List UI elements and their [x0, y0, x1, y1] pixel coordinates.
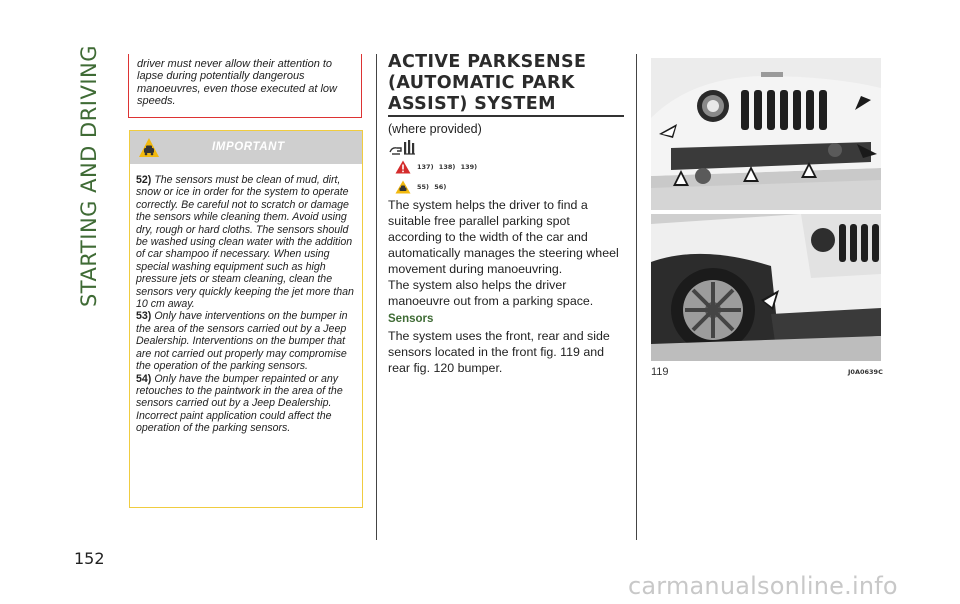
section-tab-label: STARTING AND DRIVING: [77, 44, 101, 308]
important-refs-row: [395, 180, 446, 194]
car-caution-icon: [395, 180, 411, 194]
side-bumper-illustration: [651, 214, 881, 361]
item-text: Only have the bumper repainted or any retouches to the paintwork in the area of the sensors carried out by a Jeep Dealership. Incorrect paint application could affect the operation of the parking sensors.: [136, 372, 343, 435]
page-number: 152: [74, 549, 105, 568]
important-item: [136, 373, 360, 435]
item-number: 52): [136, 174, 152, 186]
warning-text: driver must never allow their attention to lapse during potentially dangerous manoeuvres, even those executed at low speeds.: [137, 58, 337, 108]
important-title: IMPORTANT: [212, 141, 285, 153]
front-bumper-illustration: [651, 58, 881, 210]
warning-triangle-icon: [395, 160, 411, 174]
parking-assist-icon: [388, 138, 418, 158]
figure-number: 119: [651, 366, 669, 378]
sensors-paragraph: The system uses the front, rear and side sensors located in the front fig. 119 and rear fig. 120 bumper.: [388, 329, 610, 375]
important-body: [136, 174, 360, 435]
front-bumper-photo: [651, 58, 881, 210]
important-box: [129, 130, 363, 508]
item-text: The sensors must be clean of mud, dirt, snow or ice in order for the system to operate correctly. Be careful not to scratch or damage the sensors while cleaning them. Avoid using dry, rough or hard cloths. The sensors should be washed using clean water with the addition of car shampoo if necessary. When using special washing equipment such as high pressure jets or steam cleaning, clean the sensors very quickly keeping the jet more than 10 cm away.: [136, 174, 354, 311]
item-text: Only have interventions on the bumper in the area of the sensors carried out by a Jeep Dealership. Interventions on the bumper that are not carried out properly may compromise the operation of the parking sensors.: [136, 310, 348, 373]
important-item: [136, 310, 360, 372]
side-bumper-photo: [651, 214, 881, 361]
section-title: ACTIVE PARKSENSE (AUTOMATIC PARK ASSIST) SYSTEM: [388, 52, 587, 114]
paragraph: The system also helps the driver manoeuvre out from a parking space.: [388, 278, 594, 308]
paragraph: The system helps the driver to find a suitable free parallel parking spot according to the width of the car and automatically manages the steering wheel movement during manoeuvring.: [388, 198, 619, 276]
column-divider-left: [376, 54, 377, 540]
important-refs: 55) 56): [417, 183, 447, 191]
warning-refs-row: [395, 160, 477, 174]
warning-refs: 137) 138) 139): [417, 163, 478, 171]
section-body: [388, 197, 624, 309]
title-underline: [388, 115, 624, 117]
important-header: [130, 131, 362, 164]
item-number: 53): [136, 310, 152, 323]
figure-code: J0A0639C: [848, 368, 883, 376]
watermark: carmanualsonline.info: [628, 572, 898, 600]
section-tab: [72, 44, 106, 308]
sensors-subheading: Sensors: [388, 313, 434, 325]
item-number: 54): [136, 372, 152, 385]
warning-box-continued: [128, 54, 362, 118]
where-provided: (where provided): [388, 122, 482, 136]
important-item: [136, 174, 360, 310]
car-warning-icon: [138, 137, 160, 159]
column-divider-right: [636, 54, 637, 540]
